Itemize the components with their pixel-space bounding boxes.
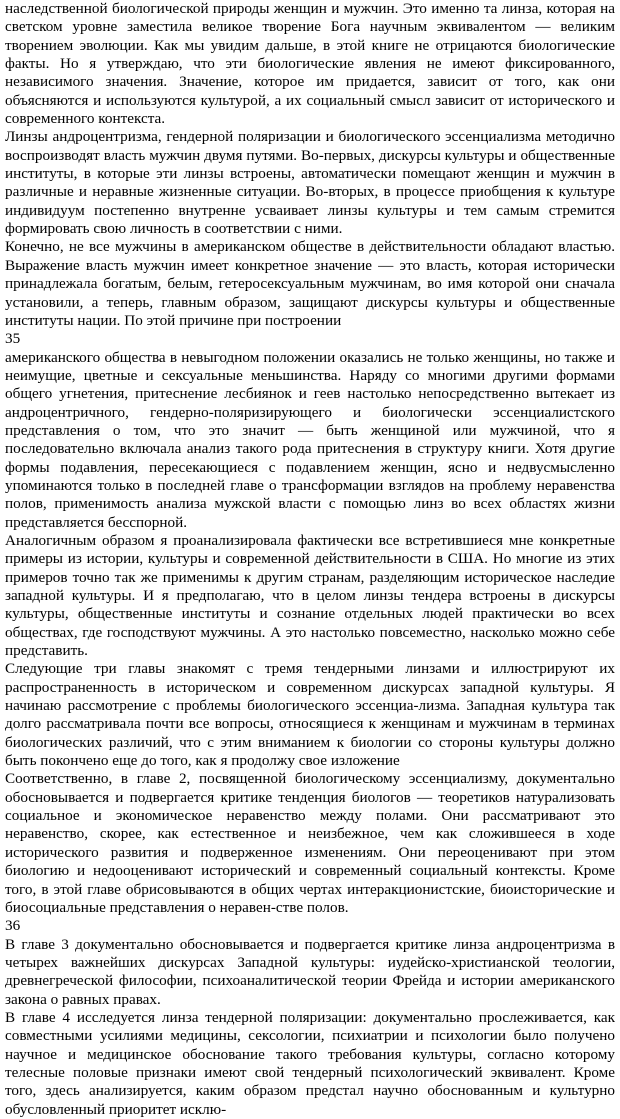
paragraph-biology-meaning: наследственной биологической природы женщин и мужчин. Это именно та линза, которая на светском уровне заместила великое творение Бога научным эквивалентом — великим творением эволюции. Как мы увидим дальше, в этой книге не отрицаются биологические факты. Но я утверждаю, что эти биологические явления не имеют фиксированного, независимого значения. Значение, которое им придается, зависит от того, как они объясняются и используются культурой, а их социальный смысл зависит от исторического и современного контекста. [5, 0, 615, 128]
paragraph-chapter-4: В главе 4 исследуется линза тендерной поляризации: документально прослеживается, как совместными усилиями медицины, сексологии, психиатрии и психологии было получено научное и медицинское обоснование такого требования культуры, согласно которому телесные половые признаки имеют свой тендерный психологический эквивалент. Кроме того, здесь анализируется, каким образом предстал научно обоснованным и культурно обусловленный приоритет исклю- [5, 1008, 615, 1118]
paragraph-chapter-2: Соответственно, в главе 2, посвященной биологическому эссенциализму, документально обосновывается и подвергается критике тенденция биологов — теоретиков натурализовать социальное и экономическое неравенство между полами. Они рассматривают это неравенство, скорее, как естественное и неизбежное, чем как сложившееся в ходе исторического развития и подверженное изменениям. Они переоценивают при этом биологию и недооценивают исторический и современный социальный контексты. Кроме того, в этой главе обрисовываются в общих чертах интеракционистские, биоисторические и биосоциальные представления о нерaвен-стве полов. [5, 770, 615, 916]
paragraph-minorities: американского общества в невыгодном положении оказались не только женщины, но также и неимущие, цветные и сексуальные меньшинства. Наряду со многими другими формами общего угнетения, притеснение лесбиянок и геев настолько непосредственно вытекает из андроцентричного, гендерно-поляризирующего и биологически эссенциалистского представления о том, что это значит — быть женщиной или мужчиной, что я последовательно включала анализ такого рода притеснения в структуру книги. Хотя другие формы подавления, пересекающиеся с подавлением женщин, ясно и недвусмысленно упоминаются только в последней главе о трансформации взглядов на проблему неравенства полов, применимость анализа мужской власти с помощью линз во всех областях жизни представляется бесспорной. [5, 348, 615, 531]
paragraph-usa-examples: Аналогичным образом я проанализировала фактически все встретившиеся мне конкретные примеры из истории, культуры и современной действительности в США. Но многие из этих примеров точно так же применимы к другим странам, разделяющим историческое наследие западной культуры. И я предполагаю, что в целом линзы тендера встроены в дискурсы культуры, общественные институты и сознание отдельных людей практически во всех обществах, где господствуют мужчины. А это настолько повсеместно, насколько можно себе представить. [5, 531, 615, 660]
page-number: 35 [5, 330, 21, 348]
paragraph-three-chapters: Следующие три главы знакомят с тремя тендерными линзами и иллюстрируют их распространенность в историческом и современном дискурсах западной культуры. Я начинаю рассмотрение с проблемы биологического эссенциа-лизма. Западная культура так долго рассматривала почти все вопросы, относящиеся к женщинам и мужчинам в терминах биологических различий, что с этим вниманием к биологии со стороны культуры должно быть покончено еще до того, как я продолжу свое изложение [5, 660, 615, 770]
paragraph-male-power: Конечно, не все мужчины в американском обществе в действительности обладают властью. Выражение власть мужчин имеет конкретное значение — это власть, которая исторически принадлежала богатым, белым, гетеросексуальным мужчинам, во имя которой они сначала установили, а теперь, главным образом, защищают дискурсы культуры и общественные институты нации. По этой причине при построении [5, 238, 615, 329]
paragraph-lenses-power: Линзы андроцентризма, гендерной поляризации и биологического эссенциализма методично воспроизводят власть мужчин двумя путями. Во-первых, дискурсы культуры и общественные институты, в которые эти линзы встроены, автоматически помещают женщин и мужчин в различные и неравные жизненные ситуации. Во-вторых, в процессе приобщения к культуре индивидуум постепенно внутренне усваивает линзы культуры и тем самым стремится формировать свою личность в соответствии с ними. [5, 128, 615, 238]
paragraph-chapter-3: В главе 3 документально обосновывается и подвергается критике линза андроцентризма в четырех важнейших дискурсах Западной культуры: иудейско-христианской теологии, древнегреческой философии, психоаналитической теории Фрейда и истории американского закона о равных правах. [5, 935, 615, 1008]
page-number: 36 [5, 917, 21, 935]
